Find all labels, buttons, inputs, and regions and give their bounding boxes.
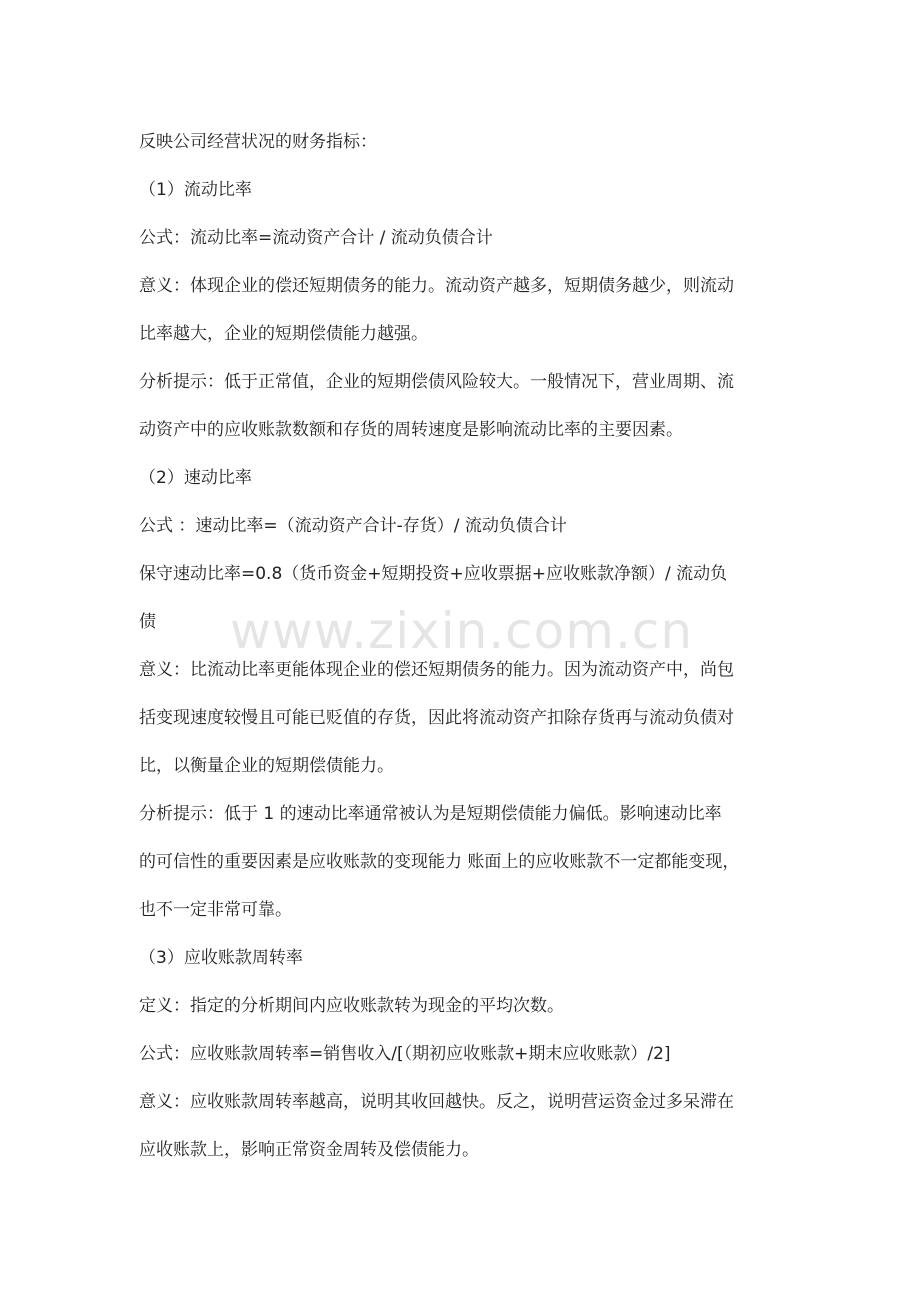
text-line: 意义：应收账款周转率越高，说明其收回越快。反之，说明营运资金过多呆滞在 (139, 1092, 734, 1112)
text-line: 债 (139, 612, 156, 632)
section-2-formula (139, 502, 799, 550)
text-line: 分析提示：低于正常值，企业的短期偿债风险较大。一般情况下，营业周期、流 (139, 372, 734, 392)
text-line: （3）应收账款周转率 (139, 948, 303, 968)
section-1-meaning (139, 262, 799, 358)
section-1-formula (139, 214, 799, 262)
text-line: 意义：比流动比率更能体现企业的偿还短期债务的能力。因为流动资产中，尚包 (139, 660, 734, 680)
section-3-title (139, 934, 799, 982)
text-line: 括变现速度较慢且可能已贬值的存货，因此将流动资产扣除存货再与流动负债对 (139, 708, 734, 728)
text-line: 比率越大，企业的短期偿债能力越强。 (139, 324, 428, 344)
text-line: 公式：流动比率=流动资产合计 / 流动负债合计 (139, 228, 493, 248)
section-3-formula (139, 1030, 799, 1078)
text-line: 保守速动比率=0.8（货币资金+短期投资+应收票据+应收账款净额）/ 流动负 (139, 564, 728, 584)
text-line: 定义：指定的分析期间内应收账款转为现金的平均次数。 (139, 996, 564, 1016)
text-line: 比，以衡量企业的短期偿债能力。 (139, 756, 394, 776)
text-line: 动资产中的应收账款数额和存货的周转速度是影响流动比率的主要因素。 (139, 420, 683, 440)
section-3-definition (139, 982, 799, 1030)
text-line: 意义：体现企业的偿还短期债务的能力。流动资产越多，短期债务越少，则流动 (139, 276, 734, 296)
heading-intro (139, 118, 799, 166)
text-line: 公式 ：速动比率=（流动资产合计-存货）/ 流动负债合计 (139, 516, 567, 536)
section-2-title (139, 454, 799, 502)
text-line: 反映公司经营状况的财务指标： (139, 132, 377, 152)
section-2-analysis (139, 790, 799, 934)
text-line: （1）流动比率 (139, 180, 252, 200)
text-line: 也不一定非常可靠。 (139, 900, 292, 920)
text-line: 应收账款上，影响正常资金周转及偿债能力。 (139, 1140, 479, 1160)
watermark: www.zixin.com.cn (230, 602, 694, 660)
text-line: 的可信性的重要因素是应收账款的变现能力 账面上的应收账款不一定都能变现， (139, 852, 740, 872)
text-line: 分析提示：低于 1 的速动比率通常被认为是短期偿债能力偏低。影响速动比率 (139, 804, 722, 824)
section-1-title (139, 166, 799, 214)
section-2-meaning (139, 646, 799, 790)
text-line: 公式：应收账款周转率=销售收入/[（期初应收账款+期末应收账款）/2] (139, 1044, 671, 1064)
text-line: （2）速动比率 (139, 468, 252, 488)
section-1-analysis (139, 358, 799, 454)
section-3-meaning (139, 1078, 799, 1174)
